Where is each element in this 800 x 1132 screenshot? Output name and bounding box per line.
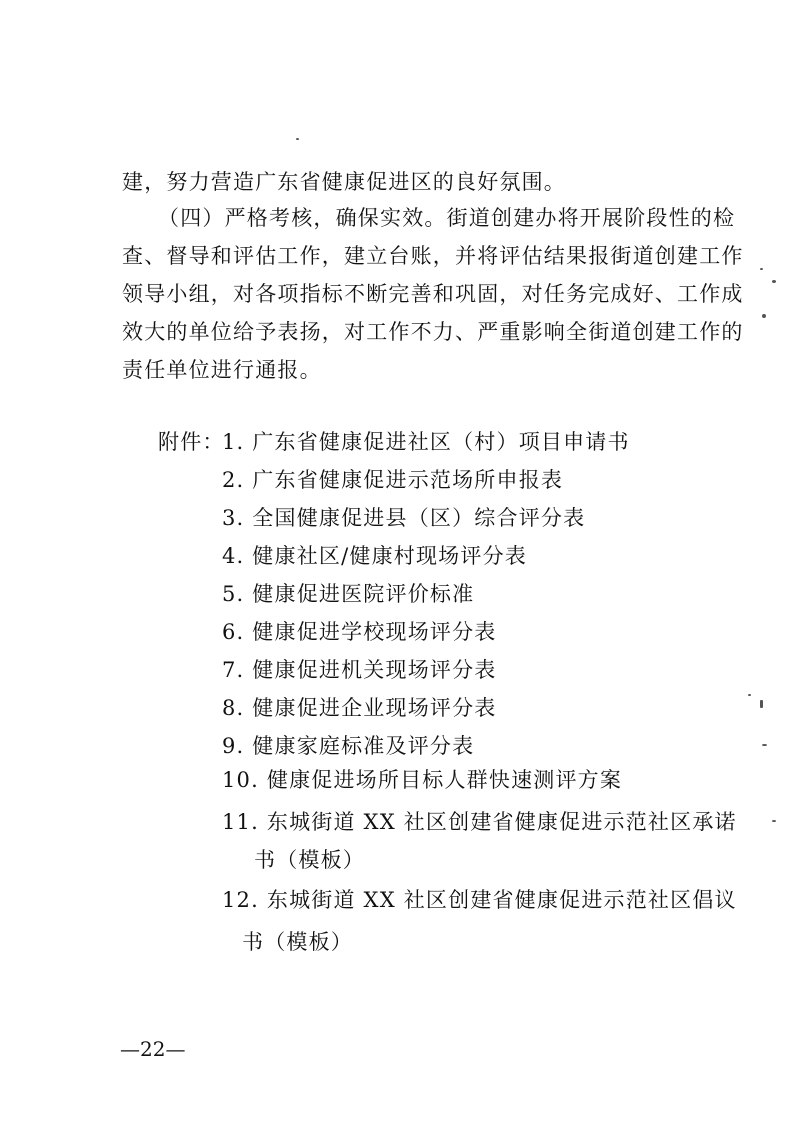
section-4-line-1: （四）严格考核，确保实效。街道创建办将开展阶段性的检: [158, 206, 736, 230]
attachment-item-8: 8. 健康促进企业现场评分表: [222, 696, 497, 720]
attachment-item-10: 10. 健康促进场所目标人群快速测评方案: [222, 768, 623, 792]
attachment-item-11-continued: 书（模板）: [254, 848, 365, 872]
scan-speck: [760, 268, 763, 270]
attachment-item-4: 4. 健康社区/健康村现场评分表: [222, 544, 527, 568]
attachment-item-6: 6. 健康促进学校现场评分表: [222, 620, 497, 644]
attachment-item-3: 3. 全国健康促进县（区）综合评分表: [222, 506, 586, 530]
attachment-item-2: 2. 广东省健康促进示范场所申报表: [222, 468, 564, 492]
scan-speck: [748, 694, 751, 696]
attachment-item-12-continued: 书（模板）: [242, 930, 353, 954]
section-4-line-4: 效大的单位给予表扬，对工作不力、严重影响全街道创建工作的: [122, 320, 744, 344]
attachment-item-11: 11. 东城街道 XX 社区创建省健康促进示范社区承诺: [222, 810, 737, 834]
scan-speck: [762, 314, 766, 318]
section-4-line-2: 查、督导和评估工作，建立台账，并将评估结果报街道创建工作: [122, 244, 744, 268]
attachment-item-7: 7. 健康促进机关现场评分表: [222, 658, 497, 682]
scan-speck: [296, 138, 299, 140]
attachment-item-1: 1. 广东省健康促进社区（村）项目申请书: [222, 430, 630, 454]
page-number: —22—: [120, 1037, 186, 1061]
scan-speck: [762, 744, 767, 746]
attachments-label: 附件：: [158, 430, 225, 454]
body-line-1: 建，努力营造广东省健康促进区的良好氛围。: [122, 170, 566, 194]
scan-speck: [772, 280, 776, 283]
attachment-item-5: 5. 健康促进医院评价标准: [222, 582, 475, 606]
attachment-item-9: 9. 健康家庭标准及评分表: [222, 734, 475, 758]
attachment-item-12: 12. 东城街道 XX 社区创建省健康促进示范社区倡议: [222, 888, 737, 912]
section-4-line-5: 责任单位进行通报。: [122, 358, 322, 382]
section-4-line-3: 领导小组，对各项指标不断完善和巩固，对任务完成好、工作成: [122, 282, 744, 306]
scan-speck: [760, 700, 763, 708]
scan-speck: [772, 820, 776, 822]
